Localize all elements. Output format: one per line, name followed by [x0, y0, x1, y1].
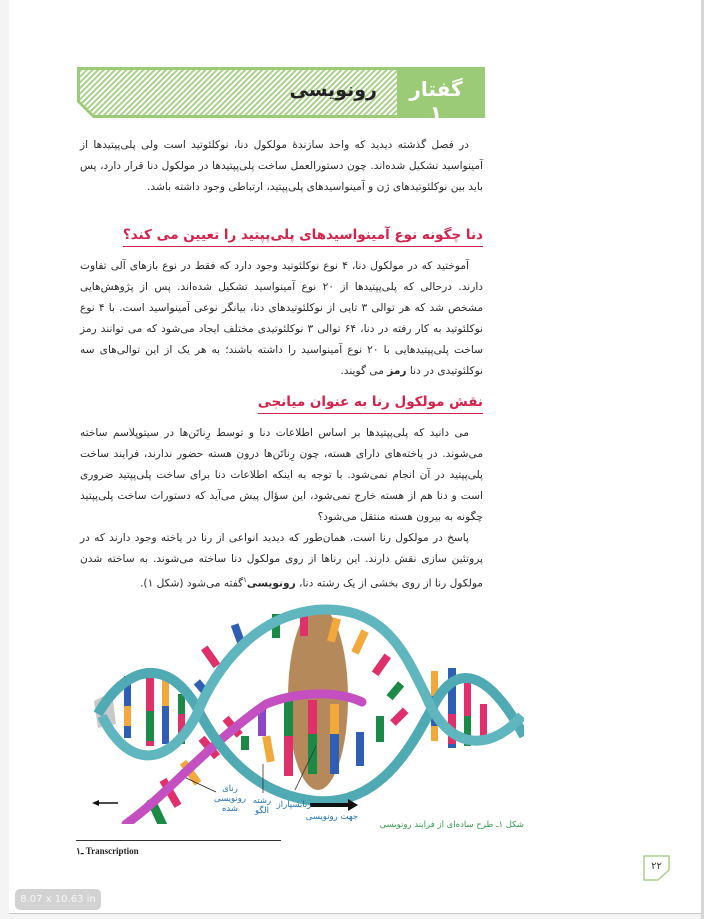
label-rna-polymerase: رنابسپاراز [276, 800, 312, 810]
chapter-number-label: گفتار ۱ [409, 77, 463, 125]
section1-paragraph [80, 256, 483, 382]
footnote-divider [76, 840, 281, 841]
bold-term-code: رمز [387, 365, 407, 377]
footnote-marker[interactable]: ۱ [243, 576, 247, 584]
page-number-box [643, 855, 670, 881]
transcription-figure [86, 596, 524, 824]
page-number: ۲۲ [651, 861, 662, 872]
section2-paragraph-1: می دانید که پلی‌پپتیدها بر اساس اطلاعات دنا و توسط رِناتَن‌ها در سیتوپلاسم ساخته می‌شوند. در یاخته‌های دارای هسته، چون رِناتَن‌ها درون هسته حضور ندارند، فرایند ساخت پلی‌پپتید در آن انجام نمی‌شود. با توجه به اینکه اطلاعات دنا برای ساخت پلی‌پپتید ضروری است و دنا هم از هسته خارج نمی‌شود، این سؤال پیش می‌آید که دستورات ساخت پلی‌پپتید چگونه به بیرون هسته منتقل می‌شود؟ [80, 427, 483, 523]
label-transcribed-rna: رنای رونویسی شده [214, 784, 246, 814]
section-heading-dna-code: دنا چگونه نوع آمینواسیدهای پلی‌پپتید را تعیین می کند؟ [123, 227, 483, 247]
chapter-title: رونویسی [289, 79, 377, 101]
footnote-transcription: ۱ـ Transcription [76, 846, 139, 856]
section1-text-b: می گویند. [340, 365, 388, 377]
section1-text-a: آموختید که در مولکول دنا، ۴ نوع نوکلئوتید وجود دارد که فقط در نوع بازهای آلی تفاوت دارند. درحالی که پلی‌پپتیدها از ۲۰ نوع آمینواسید تشکیل شده‌اند. پس از پژوهش‌هایی مشخص شد که هر توالی ۳ تایی از نوکلئوتیدهای دنا، بیانگر نوعی آمینواسید است. با ۴ نوع نوکلئوتید به کار رفته در دنا، ۶۴ توالی ۳ نوکلئوتیدی مختلف ایجاد می‌شود که می توانند رمز ساخت پلی‌پپتیدهایی با ۲۰ نوع آمینواسید را داشته باشند؛ به هر یک از این توالی‌های سه نوکلئوتیدی در دنا [80, 260, 484, 377]
intro-paragraph [80, 135, 483, 198]
intro-text: در فصل گذشته دیدید که واحد سازندهٔ مولکول دنا، نوکلئوتید است ولی پلی‌پپتیدها از آمینواسید تشکیل شده‌اند. چون دستورالعمل ساخت پلی‌پپتیدها در مولکول دنا قرار دارد، پس باید بین نوکلئوتیدهای ژن و آمینواسیدهای پلی‌پپتید، ارتباطی وجود داشته باشد. [80, 139, 483, 193]
label-transcription-direction: جهت رونویسی [305, 812, 358, 822]
section2-paragraphs [80, 423, 483, 595]
section-heading-rna-mediator: نقش مولکول رنا به عنوان میانجی [258, 394, 483, 414]
section2-text-a: پاسخ در مولکول رنا است. همان‌طور که دیدید انواعی از رنا در یاخته وجود دارند که در پروتئین سازی نقش دارند. این رناها از روی مولکول دنا ساخته می‌شوند. به ساخته شدن مولکول رنا از روی بخشی از یک رشته دنا، [80, 532, 483, 590]
left-arrow [92, 800, 118, 806]
chapter-header [77, 67, 485, 125]
section2-text-b: گفته می‌شود (شکل ۱). [140, 577, 244, 590]
label-template-strand: رشته الگو [252, 796, 272, 816]
dna-transcription-illustration [86, 596, 524, 824]
page-size-badge: 8.07 x 10.63 in [15, 889, 101, 910]
bold-term-transcription: رونویسی [246, 577, 296, 590]
figure-caption: شکل ۱ـ طرح ساده‌ای از فرایند رونویسی [379, 820, 524, 830]
